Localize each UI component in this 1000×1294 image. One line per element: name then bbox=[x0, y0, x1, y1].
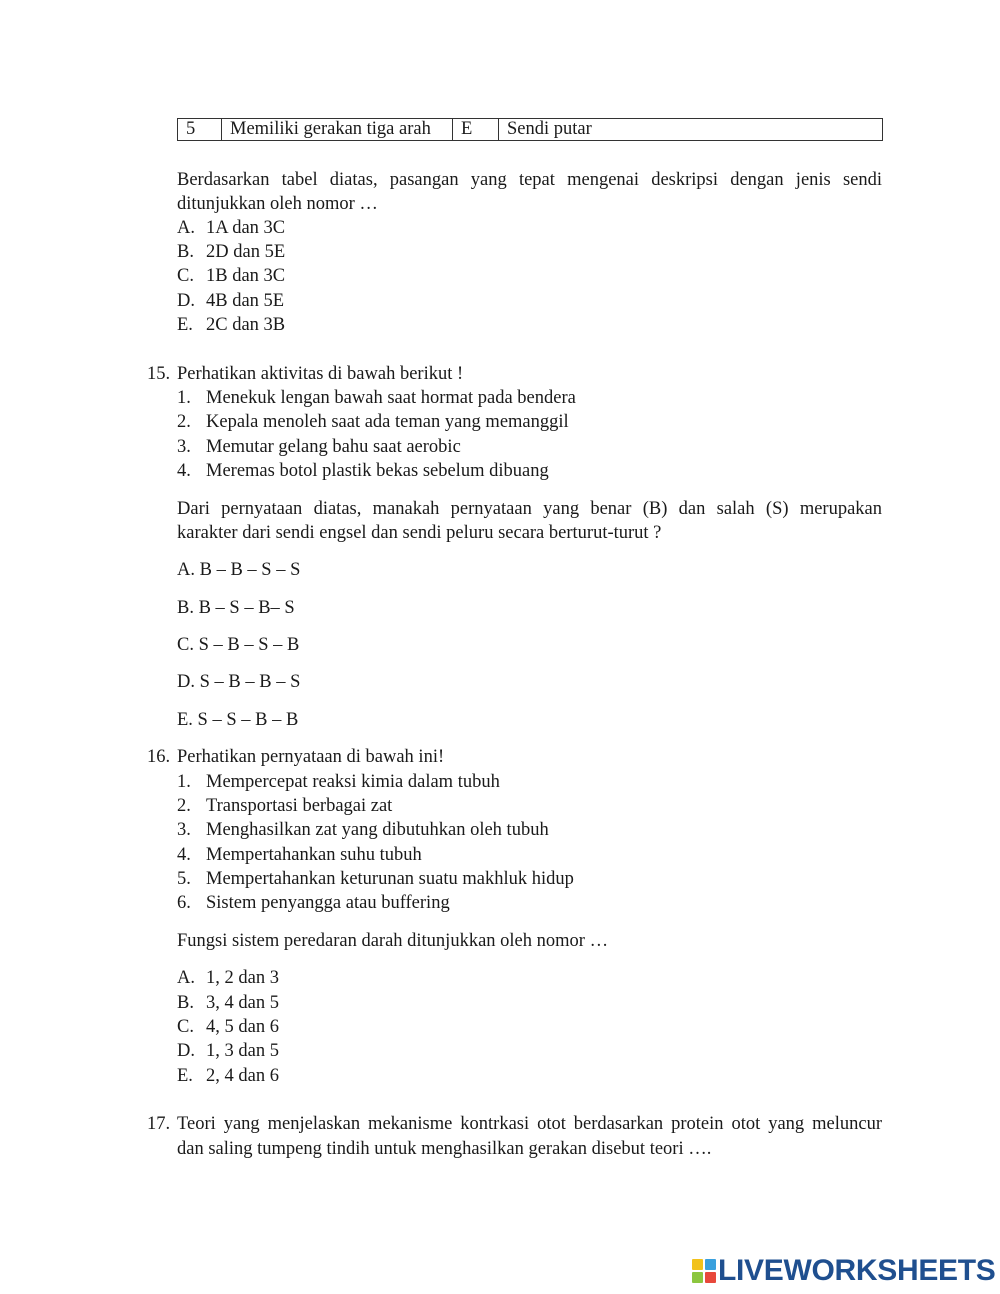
q16-item: Menghasilkan zat yang dibutuhkan oleh tubuh bbox=[206, 820, 549, 840]
q16-item-number: 5. bbox=[177, 869, 191, 889]
q15-item-number: 2. bbox=[177, 412, 191, 432]
q15-item: Memutar gelang bahu saat aerobic bbox=[206, 437, 461, 457]
q15-option-b[interactable]: B. B – S – B– S bbox=[177, 598, 295, 618]
q14-option-b[interactable]: 2D dan 5E bbox=[206, 242, 286, 262]
q15-option-d[interactable]: D. S – B – B – S bbox=[177, 672, 301, 692]
q15-number: 15. bbox=[147, 364, 171, 384]
q14-option-c[interactable]: 1B dan 3C bbox=[206, 266, 286, 286]
q16-number: 16. bbox=[147, 747, 171, 767]
q16-option-letter: C. bbox=[177, 1017, 194, 1037]
q15-item: Kepala menoleh saat ada teman yang memanggil bbox=[206, 412, 569, 432]
q16-option-b[interactable]: 3, 4 dan 5 bbox=[206, 993, 279, 1013]
q14-option-letter: A. bbox=[177, 218, 195, 238]
q15-option-e[interactable]: E. S – S – B – B bbox=[177, 710, 299, 730]
q16-option-d[interactable]: 1, 3 dan 5 bbox=[206, 1041, 279, 1061]
q16-item-number: 3. bbox=[177, 820, 191, 840]
q15-item-number: 4. bbox=[177, 461, 191, 481]
q16-stem: Fungsi sistem peredaran darah ditunjukkan oleh nomor … bbox=[177, 931, 609, 951]
q16-item: Mempertahankan keturunan suatu makhluk hidup bbox=[206, 869, 574, 889]
q16-item-number: 1. bbox=[177, 772, 191, 792]
logo-text: LIVEWORKSHEETS bbox=[718, 1254, 996, 1287]
q17-line1: Teori yang menjelaskan mekanisme kontrkasi otot berdasarkan protein otot yang meluncur bbox=[177, 1114, 882, 1134]
q14-option-letter: D. bbox=[177, 291, 195, 311]
q16-option-letter: E. bbox=[177, 1066, 193, 1086]
table-cell-joint: Sendi putar bbox=[499, 119, 883, 141]
q15-item: Menekuk lengan bawah saat hormat pada bendera bbox=[206, 388, 576, 408]
q14-stem-line2: ditunjukkan oleh nomor … bbox=[177, 194, 378, 214]
table-row bbox=[178, 119, 883, 141]
q14-stem-line1: Berdasarkan tabel diatas, pasangan yang tepat mengenai deskripsi dengan jenis sendi bbox=[177, 170, 882, 190]
q16-option-letter: B. bbox=[177, 993, 194, 1013]
q15-option-c[interactable]: C. S – B – S – B bbox=[177, 635, 300, 655]
q16-item: Transportasi berbagai zat bbox=[206, 796, 393, 816]
q15-item: Meremas botol plastik bekas sebelum dibuang bbox=[206, 461, 549, 481]
q15-stem-line1: Dari pernyataan diatas, manakah pernyataan yang benar (B) dan salah (S) merupakan bbox=[177, 499, 882, 519]
q16-item-number: 4. bbox=[177, 845, 191, 865]
liveworksheets-logo bbox=[692, 1254, 996, 1288]
q14-option-a[interactable]: 1A dan 3C bbox=[206, 218, 286, 238]
q16-option-letter: D. bbox=[177, 1041, 195, 1061]
q16-option-e[interactable]: 2, 4 dan 6 bbox=[206, 1066, 279, 1086]
q16-item-number: 2. bbox=[177, 796, 191, 816]
q14-option-d[interactable]: 4B dan 5E bbox=[206, 291, 285, 311]
table-cell-description: Memiliki gerakan tiga arah bbox=[222, 119, 453, 141]
q16-option-c[interactable]: 4, 5 dan 6 bbox=[206, 1017, 279, 1037]
joint-table bbox=[177, 118, 883, 141]
q16-item: Sistem penyangga atau buffering bbox=[206, 893, 450, 913]
q15-item-number: 1. bbox=[177, 388, 191, 408]
q16-item-number: 6. bbox=[177, 893, 191, 913]
q14-option-letter: B. bbox=[177, 242, 194, 262]
table-cell-letter: E bbox=[453, 119, 499, 141]
q14-option-e[interactable]: 2C dan 3B bbox=[206, 315, 286, 335]
q16-option-letter: A. bbox=[177, 968, 195, 988]
q14-option-letter: C. bbox=[177, 266, 194, 286]
table-cell-number: 5 bbox=[178, 119, 222, 141]
q15-option-a[interactable]: A. B – B – S – S bbox=[177, 560, 301, 580]
q15-title: Perhatikan aktivitas di bawah berikut ! bbox=[177, 364, 464, 384]
q16-item: Mempercepat reaksi kimia dalam tubuh bbox=[206, 772, 500, 792]
q16-title: Perhatikan pernyataan di bawah ini! bbox=[177, 747, 445, 767]
q15-item-number: 3. bbox=[177, 437, 191, 457]
q17-number: 17. bbox=[147, 1114, 171, 1134]
q14-option-letter: E. bbox=[177, 315, 193, 335]
q17-line2: dan saling tumpeng tindih untuk menghasilkan gerakan disebut teori …. bbox=[177, 1139, 712, 1159]
q15-stem-line2: karakter dari sendi engsel dan sendi peluru secara berturut-turut ? bbox=[177, 523, 662, 543]
q16-item: Mempertahankan suhu tubuh bbox=[206, 845, 422, 865]
logo-mark-icon bbox=[692, 1259, 716, 1283]
q16-option-a[interactable]: 1, 2 dan 3 bbox=[206, 968, 279, 988]
